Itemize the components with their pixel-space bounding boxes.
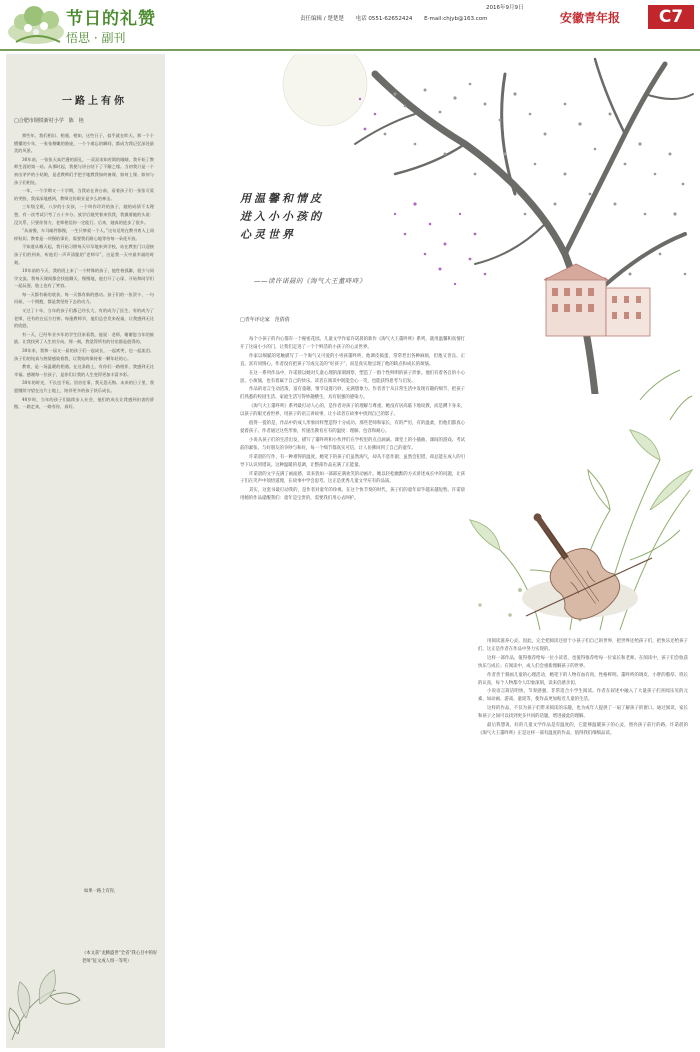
title-line-3: 心灵世界: [240, 228, 296, 241]
flower-logo-icon: [6, 2, 68, 46]
article-paragraph: 三年级全班，八岁的小女孩，一个叫作玲玲的孩子，她的成绩不太理想，有一次考试只考了五十多分。放学后她哭着来找我，我摸着她的头说：没关系，只要你努力，老师相信你一定能行。后来，她真的进步了很多。: [14, 204, 154, 225]
article-paragraph: 许诺晨的写作，有一种难得的温度。她笔下的孩子们虽然淘气，却从不恶作剧；虽然会犯错，却总能在成人的引导下认识到错误。这种温暖的基调，让整部作品充满了正能量。: [240, 454, 465, 468]
article-paragraph: 教育，是一场温暖的相遇。在这条路上，有你们一路相伴，我感到无比幸福。感谢每一位孩子，是你们让我的人生变得更加丰富多彩。: [14, 364, 154, 377]
article-paragraph: 用阅读滋养心灵。因此，完全把阅读还原于小孩子们自己的世界，把世界还给孩子们，把快乐还给孩子们，这正是作者在作品中努力实现的。: [478, 639, 688, 652]
closing-line: 如果一路上有你，: [84, 889, 119, 894]
article-paragraph: 值得一提的是，作品中的成人形象同样塑造得十分成功。那些老师和家长，有的严厉，有的温柔，但他们都真心爱着孩子。作者通过这些形象，传递出教育应有的温度：理解、包容和耐心。: [240, 421, 465, 434]
article-paragraph: 其实，这套书最打动我的，是作者对童年的珍视。在这个快节奏的时代，孩子们的童年似乎越来越短暂。许诺晨用她的作品提醒我们：童年是宝贵的，需要我们用心去呵护。: [240, 488, 465, 502]
left-article-note: （本文获“龙腾盛世”全省“我心目中的好老师”征文成人组一等奖）: [82, 951, 158, 964]
article-paragraph: 那些年，我们相识、相遇、相知，这些日子，似乎就在昨天。那一个个懵懂的少年，一张张稚嫩的脸庞，一个个难忘的瞬间，都成为我记忆深处最美的风景。: [14, 133, 154, 154]
article-paragraph: 在这一系列作品中，许诺晨以她对儿童心理的深刻洞察，塑造了一群个性鲜明的孩子形象。他们有着各自的小心思、小烦恼，也有着属于自己的快乐。读者在阅读中既能会心一笑，也能获得思考与启发。: [240, 370, 465, 384]
article-paragraph: 这样一部作品，值得推荐给每一位小读者，也值得推荐给每一位家长和老师。在阅读中，孩子们会收获快乐与成长；在阅读中，成人们会重新理解孩子的世界。: [478, 655, 688, 669]
building-illustration-icon: [540, 258, 655, 338]
main-article-subtitle: ——读许诺晨的《淘气大王董咚咚》: [254, 277, 366, 285]
article-paragraph: “从前慢，车马邮件都慢，一生只够爱一个人。”这句话用在教书育人上同样贴切。教育是一项慢的事业，需要我们耐心地等待每一朵花开放。: [14, 228, 154, 241]
leaf-illustration-icon: [6, 930, 86, 1048]
article-paragraph: 作品的语言生动活泼，富有童趣，情节设置巧妙，充满想象力。作者善于从日常生活中发现有趣的细节，把孩子们熟悉的校园生活、家庭生活写得妙趣横生，具有很强的感染力。: [240, 387, 465, 401]
page-number-badge: C7: [648, 5, 694, 29]
issue-date: 2016年9月9日: [486, 5, 524, 11]
article-paragraph: 每一天都有新的收获，每一天都有新的感动。孩子们的一张贺卡、一句问候、一个拥抱，都是我坚持下去的动力。: [14, 291, 154, 305]
article-paragraph: 40岁时，当年的孩子们陆续步入社会，他们的成长让我感到由衷的骄傲，一路走来，一路有你，真好。: [14, 396, 154, 410]
editor-email: E-mail:chjyb@163.com: [424, 16, 488, 22]
column-title: 节日的礼赞: [66, 9, 156, 29]
main-article-byline: □青年评论家 范倩倩: [240, 317, 290, 323]
article-paragraph: 不知道从哪天起，我开始习惯每天早早地来到学校，站在教室门口迎接孩子们的到来，听他们一声声清脆的“老师早”，这是我一天中最幸福的时刻。: [14, 244, 154, 265]
article-paragraph: 作者善于刻画儿童的心理活动，她笔下的人物有血有肉，性格鲜明。董咚咚的调皮、小胖的憨厚、班长的认真，每个人物都令人印象深刻，读来倍感亲切。: [478, 672, 688, 686]
article-paragraph: 有一天，已经毕业多年的学生回来看我，他说：老师，谢谢您当年的鼓励，让我找到了人生的方向。那一刻，我觉得所有的付出都是值得的。: [14, 331, 154, 345]
title-line-2: 进入小小孩的: [240, 210, 324, 223]
page-header: [0, 0, 700, 50]
title-line-1: 用温馨和情皮: [240, 192, 324, 205]
left-article-closing: [76, 888, 156, 896]
left-article-byline: □合肥市钢铁新村小学 陈 艳: [14, 118, 84, 124]
article-paragraph: 一年，一个学期又一个学期，当我站在讲台前，看着孩子们一张张可爱的笑脸，我深深地感到，教师这份职业是多么的神圣。: [14, 188, 154, 201]
article-paragraph: 小说语言简洁明快，节奏感强，非常适合小学生阅读。作者在叙述中融入了大量孩子们喜闻乐见的元素，如动画、游戏、童谣等，使作品更加贴近儿童的生活。: [478, 689, 688, 703]
article-paragraph: 10年前的今天，我的班上来了一个特殊的孩子，他性格孤僻，很少与同学交流。我每天课间都会找他聊天，慢慢地，他打开了心扉，开始和同学们一起玩耍，脸上也有了笑容。: [14, 268, 154, 289]
article-paragraph: 这样的作品，不仅为孩子们带来阅读的乐趣，也为成年人提供了一扇了解孩子的窗口。通过阅读，家长和孩子之间可以找到更多共同的话题，增进彼此的理解。: [478, 706, 688, 720]
article-paragraph: 30年前，一张张天真烂漫的面孔，一双双求知若渴的眼睛，我开始了教师生涯的第一站。从那时起，我便与讲台结下了不解之缘。当初我只是一个初出茅庐的小姑娘，是老教师们手把手地教我如何备课、如何上课、如何与孩子们相处。: [14, 156, 154, 185]
newspaper-name: 安徽青年报: [560, 11, 621, 25]
column-subtitle: 悟思 · 副刊: [66, 31, 126, 45]
left-article-title: 一路上有你: [62, 96, 127, 107]
main-article-body-left: [240, 336, 465, 1044]
article-paragraph: 许诺晨的文字充满了画面感，读来犹如一部部充满欢笑的动画片。她以轻松幽默的方式讲述成长中的问题，让孩子们在笑声中领悟道理，在故事中学会思考。这正是优秀儿童文学应有的品质。: [240, 471, 465, 485]
editor-info: [300, 14, 497, 22]
violin-illustration-icon: [520, 498, 660, 628]
article-paragraph: 作家以细腻的笔触描写了一个淘气又可爱的小男孩董咚咚，他调皮捣蛋，常常惹出各种麻烦，但他又善良、正直、富有同情心。作者没有把孩子写成完美的“好孩子”，而是真实地呈现了他的缺点和成长的烦恼。: [240, 353, 465, 367]
article-paragraph: 又过了十年，当年的孩子们都已经长大，有的成为了医生，有的成为了老师，还有的在远方打拼。每逢教师节，他们总会发来祝福，让我感到无比的欣慰。: [14, 308, 154, 329]
article-paragraph: 30年来，我和一届又一届的孩子们一起成长，一起欢笑，也一起流泪。孩子们的纯真与热情感染着我，让我始终保持着一颗年轻的心。: [14, 348, 154, 361]
article-paragraph: 每个小孩子的内心都有一个秘密花园。儿童文学作家许诺晨的新作《淘气大王董咚咚》系列，就用温馨和真情打开了这扇小小的门，让我们走进了一个个鲜活的小孩子的心灵世界。: [240, 337, 465, 350]
article-paragraph: 小说从孩子们的生活出发，描写了董咚咚和小伙伴们在学校里的点点滴滴。课堂上的小插曲、课间的游戏、考试前的紧张、与好朋友的争吵与和好，每一个细节都真实可信，让人仿佛回到了自己的童年。: [240, 437, 465, 451]
editor-phone: 电话 0551-62652424: [355, 16, 413, 22]
article-paragraph: 《淘气大王董咚咚》系列最打动人心的，是作者对孩子的理解与尊重。她没有居高临下地说教，而是蹲下身来，以孩子的眼光看世界，用孩子的语言讲故事，让小读者在故事中找到自己的影子。: [240, 404, 465, 418]
main-article-body-right: [478, 638, 688, 1044]
header-divider: [0, 49, 700, 51]
left-article-body: [14, 132, 154, 972]
article-paragraph: 最后我想说，好的儿童文学作品是有温度的，它能够温暖孩子的心灵，照亮孩子前行的路。许诺晨的《淘气大王董咚咚》正是这样一部有温度的作品，值得我们细细品读。: [478, 723, 688, 736]
main-article-title: [240, 190, 324, 244]
article-paragraph: 30年的时光，不长也不短。回首往事，我无怨无悔。未来的日子里，我愿继续守望在这片土地上，陪伴更多的孩子快乐成长。: [14, 380, 154, 393]
editor-name: 责任编辑 / 楚楚楚: [300, 16, 344, 22]
